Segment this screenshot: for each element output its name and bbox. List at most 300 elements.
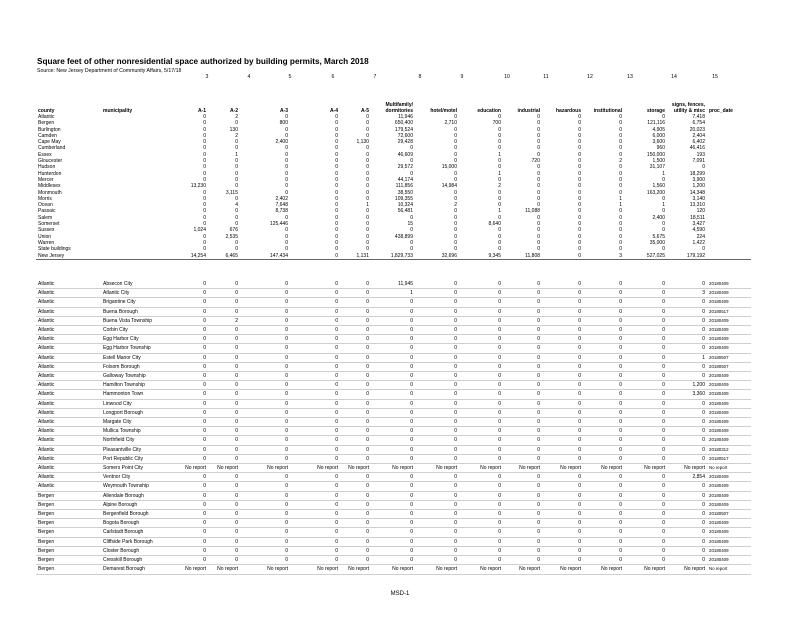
value-cell: 0 <box>583 445 624 454</box>
value-cell: 0 <box>415 491 459 500</box>
value-cell: 0 <box>366 214 369 221</box>
value-cell: 0 <box>667 335 707 344</box>
municipality-name: Somers Point City <box>101 464 176 473</box>
value-cell: 0 <box>498 176 501 183</box>
value-cell: 29,428 <box>397 139 413 146</box>
value-cell: 0 <box>366 227 369 234</box>
value-cell: 0 <box>537 233 540 240</box>
value-cell: 2 <box>208 316 240 325</box>
value-cell: 1 <box>662 170 665 177</box>
value-cell: 0 <box>503 491 542 500</box>
value-cell: 0 <box>667 546 707 555</box>
county-name: Atlantic <box>36 454 101 463</box>
value-cell: 0 <box>542 372 583 381</box>
county-name: Middlesex <box>38 183 61 190</box>
value-cell: 0 <box>335 114 338 120</box>
value-cell: 0 <box>415 546 459 555</box>
table-row <box>36 473 751 482</box>
municipality-name: Buena Vista Township <box>101 316 176 325</box>
value-cell: 10,324 <box>397 202 413 209</box>
value-cell: No report <box>459 565 503 574</box>
value-cell: 0 <box>208 473 240 482</box>
value-cell: 0 <box>619 114 622 120</box>
value-cell: 0 <box>240 491 290 500</box>
value-cell: 1,829,733 <box>371 253 415 260</box>
value-cell: 0 <box>537 170 540 177</box>
header-county: county <box>38 107 55 114</box>
value-cell: 0 <box>542 556 583 565</box>
value-cell: 0 <box>176 473 208 482</box>
value-cell: 0 <box>454 158 457 165</box>
value-cell: 179,192 <box>667 253 707 260</box>
value-cell: 0 <box>454 126 457 133</box>
value-cell: 0 <box>503 344 542 353</box>
value-cell: 8,640 <box>488 221 501 228</box>
value-cell: 0 <box>498 114 501 120</box>
value-cell: 0 <box>624 289 667 298</box>
value-cell: 0 <box>542 326 583 335</box>
value-cell: 0 <box>290 362 340 371</box>
municipality-name: Carlstadt Borough <box>101 528 176 537</box>
column-number: 8 <box>418 74 422 80</box>
value-cell: 0 <box>662 176 665 183</box>
value-cell: 0 <box>235 158 238 165</box>
county-summary-row <box>36 253 751 260</box>
value-cell: 0 <box>176 344 208 353</box>
value-cell: 0 <box>503 408 542 417</box>
value-cell: 1 <box>235 151 238 158</box>
value-cell: 0 <box>240 546 290 555</box>
value-cell: 0 <box>537 227 540 234</box>
value-cell: 0 <box>542 316 583 325</box>
table-row <box>36 280 751 289</box>
value-cell: 0 <box>290 408 340 417</box>
value-cell: No report <box>624 464 667 473</box>
municipality-name: Demarest Borough <box>101 565 176 574</box>
value-cell: 0 <box>285 158 288 165</box>
column-number: 14 <box>671 74 677 80</box>
value-cell: 0 <box>371 482 415 491</box>
value-cell: 0 <box>285 126 288 133</box>
value-cell: 0 <box>583 408 624 417</box>
value-cell: 0 <box>459 454 503 463</box>
value-cell: 0 <box>537 221 540 228</box>
value-cell: 0 <box>619 183 622 190</box>
value-cell: 0 <box>203 120 206 127</box>
value-cell: 0 <box>290 289 340 298</box>
value-cell: 0 <box>203 233 206 240</box>
value-cell: 0 <box>662 195 665 202</box>
value-cell: 0 <box>542 362 583 371</box>
proc-date-cell: 20180409 <box>707 408 751 417</box>
table-row <box>36 445 751 454</box>
value-cell: 0 <box>619 176 622 183</box>
value-cell: 0 <box>176 335 208 344</box>
municipality-name: Port Republic City <box>101 454 176 463</box>
value-cell: 0 <box>459 491 503 500</box>
value-cell: 0 <box>537 195 540 202</box>
county-name: Ocean <box>38 202 53 209</box>
value-cell: 0 <box>667 528 707 537</box>
value-cell: 0 <box>290 335 340 344</box>
value-cell: 0 <box>203 202 206 209</box>
value-cell: 0 <box>290 546 340 555</box>
value-cell: 0 <box>624 537 667 546</box>
value-cell: 0 <box>542 546 583 555</box>
county-name: Essex <box>38 151 52 158</box>
value-cell: 0 <box>208 408 240 417</box>
county-name: Atlantic <box>36 473 101 482</box>
value-cell: 0 <box>240 381 290 390</box>
value-cell: 1,130 <box>356 139 369 146</box>
value-cell: 0 <box>415 445 459 454</box>
value-cell: 0 <box>503 482 542 491</box>
document-title: Square feet of other nonresidential space authorized by building permits, March 2018 <box>37 57 369 66</box>
value-cell: 0 <box>410 158 413 165</box>
county-name: Atlantic <box>36 353 101 362</box>
value-cell: 0 <box>371 335 415 344</box>
value-cell: 0 <box>335 158 338 165</box>
proc-date-cell: 20180409 <box>707 381 751 390</box>
column-number: 11 <box>543 74 549 80</box>
value-cell: 0 <box>285 170 288 177</box>
value-cell: 0 <box>503 537 542 546</box>
value-cell: 0 <box>340 519 371 528</box>
value-cell: 0 <box>235 139 238 146</box>
table-row <box>36 418 751 427</box>
value-cell: 0 <box>335 208 338 215</box>
table-row <box>36 298 751 307</box>
value-cell: 0 <box>371 381 415 390</box>
value-cell: 0 <box>542 335 583 344</box>
value-cell: 0 <box>340 528 371 537</box>
value-cell: 0 <box>415 326 459 335</box>
value-cell: 7,091 <box>692 158 705 165</box>
value-cell: 0 <box>335 126 338 133</box>
value-cell: 0 <box>290 307 340 316</box>
municipality-name: Pleasantville City <box>101 445 176 454</box>
value-cell: 0 <box>498 246 501 253</box>
value-cell: 0 <box>662 114 665 120</box>
value-cell: 0 <box>290 381 340 390</box>
value-cell: 0 <box>459 344 503 353</box>
value-cell: 0 <box>208 500 240 509</box>
table-row <box>36 454 751 463</box>
proc-date-cell: 20180409 <box>707 326 751 335</box>
value-cell: 0 <box>667 510 707 519</box>
value-cell: 0 <box>537 183 540 190</box>
column-header: A-5 <box>360 107 369 114</box>
value-cell: 0 <box>235 164 238 171</box>
value-cell: 4,905 <box>652 126 665 133</box>
value-cell: 0 <box>459 408 503 417</box>
value-cell: 0 <box>235 183 238 190</box>
value-cell: 0 <box>454 233 457 240</box>
value-cell: 0 <box>503 500 542 509</box>
value-cell: 0 <box>667 418 707 427</box>
value-cell: 0 <box>415 381 459 390</box>
value-cell: 0 <box>235 195 238 202</box>
value-cell: 0 <box>371 427 415 436</box>
value-cell: 0 <box>578 164 581 171</box>
value-cell: 4 <box>235 202 238 209</box>
value-cell: 0 <box>371 500 415 509</box>
value-cell: 0 <box>366 221 369 228</box>
value-cell: 0 <box>366 120 369 127</box>
value-cell: 29,572 <box>397 164 413 171</box>
county-name: Burlington <box>38 126 61 133</box>
value-cell: No report <box>208 464 240 473</box>
value-cell: 0 <box>503 280 542 289</box>
value-cell: No report <box>240 464 290 473</box>
county-name: Atlantic <box>36 326 101 335</box>
value-cell: 0 <box>208 335 240 344</box>
value-cell: 109,355 <box>394 195 413 202</box>
municipality-name: Corbin City <box>101 326 176 335</box>
value-cell: 0 <box>335 145 338 152</box>
value-cell: 14,254 <box>176 253 208 260</box>
county-name: Bergen <box>36 491 101 500</box>
value-cell: 2 <box>235 132 238 139</box>
value-cell: 0 <box>176 372 208 381</box>
value-cell: 0 <box>208 491 240 500</box>
value-cell: 6,754 <box>692 120 705 127</box>
value-cell: 0 <box>235 176 238 183</box>
value-cell: 0 <box>624 454 667 463</box>
value-cell: 0 <box>340 454 371 463</box>
proc-date-cell <box>707 253 751 260</box>
value-cell: 1 <box>662 202 665 209</box>
value-cell: 0 <box>415 362 459 371</box>
value-cell: 0 <box>667 280 707 289</box>
value-cell: 0 <box>366 183 369 190</box>
column-number: 9 <box>460 74 464 80</box>
value-cell: 0 <box>459 519 503 528</box>
county-name: Morris <box>38 195 52 202</box>
value-cell: 0 <box>290 418 340 427</box>
value-cell: 0 <box>240 473 290 482</box>
value-cell: 0 <box>371 473 415 482</box>
proc-date-cell: 20180409 <box>707 399 751 408</box>
value-cell: 0 <box>371 353 415 362</box>
value-cell: 0 <box>454 189 457 196</box>
value-cell: 0 <box>208 390 240 399</box>
value-cell: 0 <box>454 208 457 215</box>
municipality-name: Closter Borough <box>101 546 176 555</box>
value-cell: 0 <box>208 436 240 445</box>
proc-date-cell: 20180409 <box>707 335 751 344</box>
value-cell: 150,000 <box>646 151 665 158</box>
value-cell: 6,465 <box>208 253 240 260</box>
proc-date-cell: 20180409 <box>707 473 751 482</box>
value-cell: 438,899 <box>394 233 413 240</box>
value-cell: 0 <box>583 482 624 491</box>
value-cell: 0 <box>240 326 290 335</box>
value-cell: 0 <box>624 491 667 500</box>
value-cell: 0 <box>203 139 206 146</box>
column-header: storage <box>646 107 665 114</box>
value-cell: 0 <box>415 289 459 298</box>
value-cell: 0 <box>583 436 624 445</box>
column-number: 13 <box>627 74 633 80</box>
value-cell: 0 <box>203 214 206 221</box>
value-cell: 0 <box>459 307 503 316</box>
value-cell: 0 <box>290 399 340 408</box>
value-cell: 0 <box>208 399 240 408</box>
proc-date-cell: 20180409 <box>707 491 751 500</box>
value-cell: 0 <box>371 546 415 555</box>
county-name: Atlantic <box>36 289 101 298</box>
value-cell: 0 <box>503 353 542 362</box>
value-cell: 1 <box>498 208 501 215</box>
value-cell: 6,000 <box>652 132 665 139</box>
value-cell: 0 <box>366 145 369 152</box>
value-cell: 0 <box>667 372 707 381</box>
value-cell: 0 <box>410 170 413 177</box>
value-cell: 0 <box>340 473 371 482</box>
value-cell: 0 <box>285 183 288 190</box>
value-cell: 0 <box>583 280 624 289</box>
value-cell: 0 <box>240 556 290 565</box>
value-cell: 0 <box>459 326 503 335</box>
value-cell: 8,738 <box>275 208 288 215</box>
value-cell: 0 <box>290 556 340 565</box>
table-row <box>36 289 751 298</box>
value-cell: 7,418 <box>692 114 705 120</box>
column-header: hazardous <box>555 107 581 114</box>
value-cell: 0 <box>340 344 371 353</box>
municipality-name: Mullica Township <box>101 427 176 436</box>
value-cell: 0 <box>285 239 288 246</box>
value-cell: 0 <box>415 353 459 362</box>
value-cell: 0 <box>240 362 290 371</box>
value-cell: 0 <box>459 482 503 491</box>
value-cell: 0 <box>667 344 707 353</box>
value-cell: 163,200 <box>646 189 665 196</box>
value-cell: 0 <box>371 372 415 381</box>
value-cell: 0 <box>176 390 208 399</box>
value-cell: 0 <box>340 280 371 289</box>
county-name: Atlantic <box>36 335 101 344</box>
value-cell: 0 <box>415 372 459 381</box>
value-cell: No report <box>371 464 415 473</box>
page-footer: MSD-1 <box>390 591 410 597</box>
value-cell: 0 <box>176 482 208 491</box>
value-cell: 2,535 <box>225 233 238 240</box>
value-cell: 0 <box>459 510 503 519</box>
value-cell: 0 <box>542 436 583 445</box>
value-cell: 0 <box>542 418 583 427</box>
value-cell: 0 <box>583 454 624 463</box>
county-name: Atlantic <box>36 436 101 445</box>
value-cell: 0 <box>624 280 667 289</box>
municipality-name: Estell Manor City <box>101 353 176 362</box>
column-number: 5 <box>288 74 292 80</box>
value-cell: 0 <box>371 408 415 417</box>
table-row <box>36 528 751 537</box>
municipality-name: Absecon City <box>101 280 176 289</box>
value-cell: 7,648 <box>275 202 288 209</box>
value-cell: 0 <box>240 390 290 399</box>
value-cell: 0 <box>578 145 581 152</box>
value-cell: 0 <box>454 145 457 152</box>
value-cell: 0 <box>240 307 290 316</box>
value-cell: 0 <box>176 316 208 325</box>
value-cell: 0 <box>702 164 705 171</box>
value-cell: 0 <box>503 436 542 445</box>
value-cell: 0 <box>624 390 667 399</box>
value-cell: 0 <box>415 528 459 537</box>
value-cell: No report <box>371 565 415 574</box>
value-cell: 0 <box>366 246 369 253</box>
value-cell: 14,984 <box>441 183 457 190</box>
value-cell: 0 <box>371 298 415 307</box>
value-cell: 0 <box>240 344 290 353</box>
value-cell: 3 <box>583 253 624 260</box>
header-municipality: municipality <box>103 107 133 114</box>
value-cell: 0 <box>498 239 501 246</box>
value-cell: 0 <box>203 195 206 202</box>
value-cell: 0 <box>335 176 338 183</box>
value-cell: 0 <box>176 445 208 454</box>
value-cell: 0 <box>537 126 540 133</box>
value-cell: 0 <box>503 307 542 316</box>
value-cell: 125,446 <box>269 221 288 228</box>
value-cell: 0 <box>624 436 667 445</box>
value-cell: 0 <box>366 164 369 171</box>
value-cell: 0 <box>415 473 459 482</box>
value-cell: 0 <box>624 519 667 528</box>
value-cell: 0 <box>235 208 238 215</box>
value-cell: 0 <box>290 500 340 509</box>
municipality-cell <box>101 253 176 260</box>
value-cell: 0 <box>208 556 240 565</box>
value-cell: 0 <box>503 335 542 344</box>
value-cell: 0 <box>290 482 340 491</box>
value-cell: 0 <box>578 151 581 158</box>
value-cell: 0 <box>340 307 371 316</box>
value-cell: 0 <box>235 170 238 177</box>
value-cell: 0 <box>208 353 240 362</box>
value-cell: 0 <box>624 307 667 316</box>
column-header: A-1 <box>197 107 206 114</box>
column-number: 3 <box>205 74 209 80</box>
value-cell: 0 <box>583 326 624 335</box>
value-cell: 2 <box>619 158 622 165</box>
value-cell: 0 <box>235 246 238 253</box>
value-cell: 0 <box>290 390 340 399</box>
column-header: industrial <box>517 107 540 114</box>
value-cell: 0 <box>285 151 288 158</box>
municipality-name: Egg Harbor Township <box>101 344 176 353</box>
value-cell: 0 <box>208 528 240 537</box>
value-cell: 0 <box>340 537 371 546</box>
proc-date-cell: 20180409 <box>707 482 751 491</box>
value-cell: 0 <box>203 246 206 253</box>
value-cell: 13,310 <box>689 202 705 209</box>
value-cell: 0 <box>176 556 208 565</box>
value-cell: 0 <box>208 381 240 390</box>
value-cell: 0 <box>503 289 542 298</box>
value-cell: 0 <box>240 289 290 298</box>
value-cell: 0 <box>667 298 707 307</box>
county-name: Cumberland <box>38 145 66 152</box>
county-name: Hudson <box>38 164 56 171</box>
value-cell: 0 <box>667 500 707 509</box>
value-cell: 0 <box>578 239 581 246</box>
table-row <box>36 372 751 381</box>
value-cell: 0 <box>578 189 581 196</box>
